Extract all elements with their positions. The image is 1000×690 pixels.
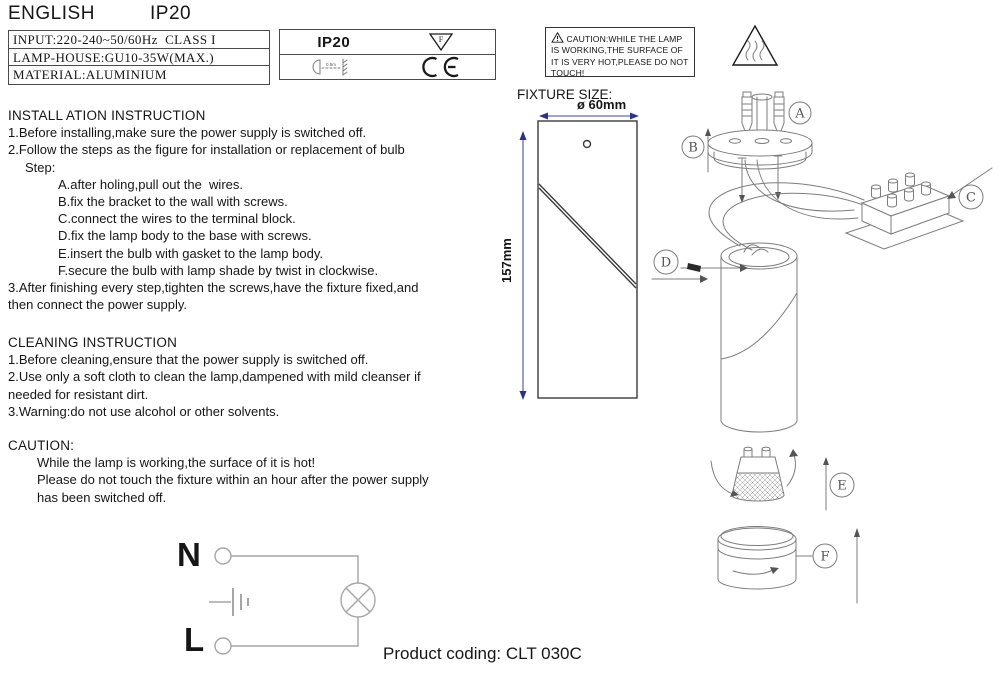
fixture-size-title: FIXTURE SIZE: (517, 87, 613, 102)
cleaning-line-3: 3.Warning:do not use alcohol or other solvents. (8, 403, 280, 419)
ip-rating-header: IP20 (150, 3, 192, 24)
install-step-c: C.connect the wires to the terminal block. (58, 211, 296, 227)
spec-table (8, 30, 270, 85)
install-step-b: B.fix the bracket to the wall with screws. (58, 194, 288, 210)
install-line-3b: then connect the power supply. (8, 297, 187, 313)
terminal-block-drawing (846, 173, 963, 249)
symbol-row-2 (280, 55, 495, 79)
step-f-label (796, 528, 860, 603)
install-line-3a: 3.After finishing every step,tighten the screws,have the fixture fixed,and (8, 280, 419, 296)
wiring-diagram (165, 528, 395, 668)
cleaning-line-2: 2.Use only a soft cloth to clean the lamp,dampened with mild cleanser if (8, 369, 421, 385)
spec-row-input: INPUT:220-240~50/60Hz CLASS I (9, 31, 269, 49)
lamp-body-drawing (721, 243, 797, 432)
symbol-table (279, 29, 496, 80)
fixture-diameter-label: ø 60mm (577, 97, 627, 112)
gu10-bulb-drawing (711, 447, 798, 501)
caution-line-3: has been switched off. (37, 489, 167, 505)
fixture-hole (584, 141, 591, 148)
lamp-symbol-icon (341, 583, 375, 617)
caution-box (545, 27, 695, 77)
wires-drawing (709, 160, 871, 255)
spec-row-material: MATERIAL:ALUMINIUM (13, 67, 167, 83)
install-step-a: A.after holing,pull out the wires. (58, 176, 243, 192)
install-line-1: 1.Before installing,make sure the power supply is switched off. (8, 125, 367, 141)
install-step-d: D.fix the lamp body to the base with screws. (58, 228, 312, 244)
distance-label: 0.5m (325, 62, 336, 67)
caution-box-text: CAUTION:WHILE THE LAMP IS WORKING,THE SURFACE OF IT IS VERY HOT,PLEASE DO NOT TOUCH! (551, 34, 689, 79)
caution-line-2: Please do not touch the fixture within an hour after the power supply (37, 472, 429, 488)
neutral-label: N (177, 536, 201, 573)
ce-mark-icon (388, 56, 496, 78)
neutral-terminal (215, 548, 231, 564)
step-e-label (823, 457, 854, 510)
svg-text:D: D (660, 255, 672, 271)
f-mark-letter: F (439, 35, 444, 44)
fixture-height-label: 157mm (499, 238, 514, 283)
ground-icon (209, 588, 248, 616)
svg-text:E: E (837, 478, 847, 494)
cleaning-line-2b: needed for resistant dirt. (8, 386, 149, 402)
symbol-row-1 (280, 30, 495, 55)
ip20-label: IP20 (317, 33, 351, 51)
svg-text:A: A (795, 106, 805, 122)
step-b-label (682, 128, 711, 172)
step-c-label (947, 168, 992, 209)
caution-title: CAUTION: (8, 438, 75, 453)
live-terminal (215, 638, 231, 654)
install-title: INSTALL ATION INSTRUCTION (8, 108, 206, 123)
product-coding: Product coding: CLT 030C (383, 644, 582, 663)
install-step-e: E.insert the bulb with gasket to the lamp body. (58, 245, 323, 261)
install-step-label: Step: (25, 159, 56, 175)
caution-line-1: While the lamp is working,the surface of it is hot! (37, 455, 316, 471)
svg-text:C: C (966, 190, 976, 206)
language-label: ENGLISH (8, 3, 95, 24)
min-distance-icon (280, 58, 388, 76)
f-mark-icon (388, 32, 496, 52)
screw-icon (687, 263, 701, 272)
install-step-f: F.secure the bulb with lamp shade by twist in clockwise. (58, 262, 379, 278)
install-line-2: 2.Follow the steps as the figure for installation or replacement of bulb (8, 142, 405, 158)
live-label: L (184, 621, 205, 658)
step-a-label (789, 102, 811, 124)
svg-text:F: F (820, 549, 830, 565)
warning-triangle-icon (551, 32, 564, 43)
cleaning-instructions (8, 334, 513, 420)
hot-surface-icon (731, 24, 779, 68)
spec-row-lamp-house: LAMP-HOUSE:GU10-35W(MAX.) (9, 49, 269, 67)
cleaning-title: CLEANING INSTRUCTION (8, 335, 178, 350)
lamp-shade-drawing (718, 527, 796, 590)
install-instructions (8, 107, 513, 313)
installation-diagram (630, 80, 1000, 620)
svg-text:B: B (688, 140, 698, 156)
caution-section (8, 437, 513, 506)
fixture-size-drawing (495, 105, 650, 405)
cleaning-line-1: 1.Before cleaning,ensure that the power supply is switched off. (8, 352, 369, 368)
